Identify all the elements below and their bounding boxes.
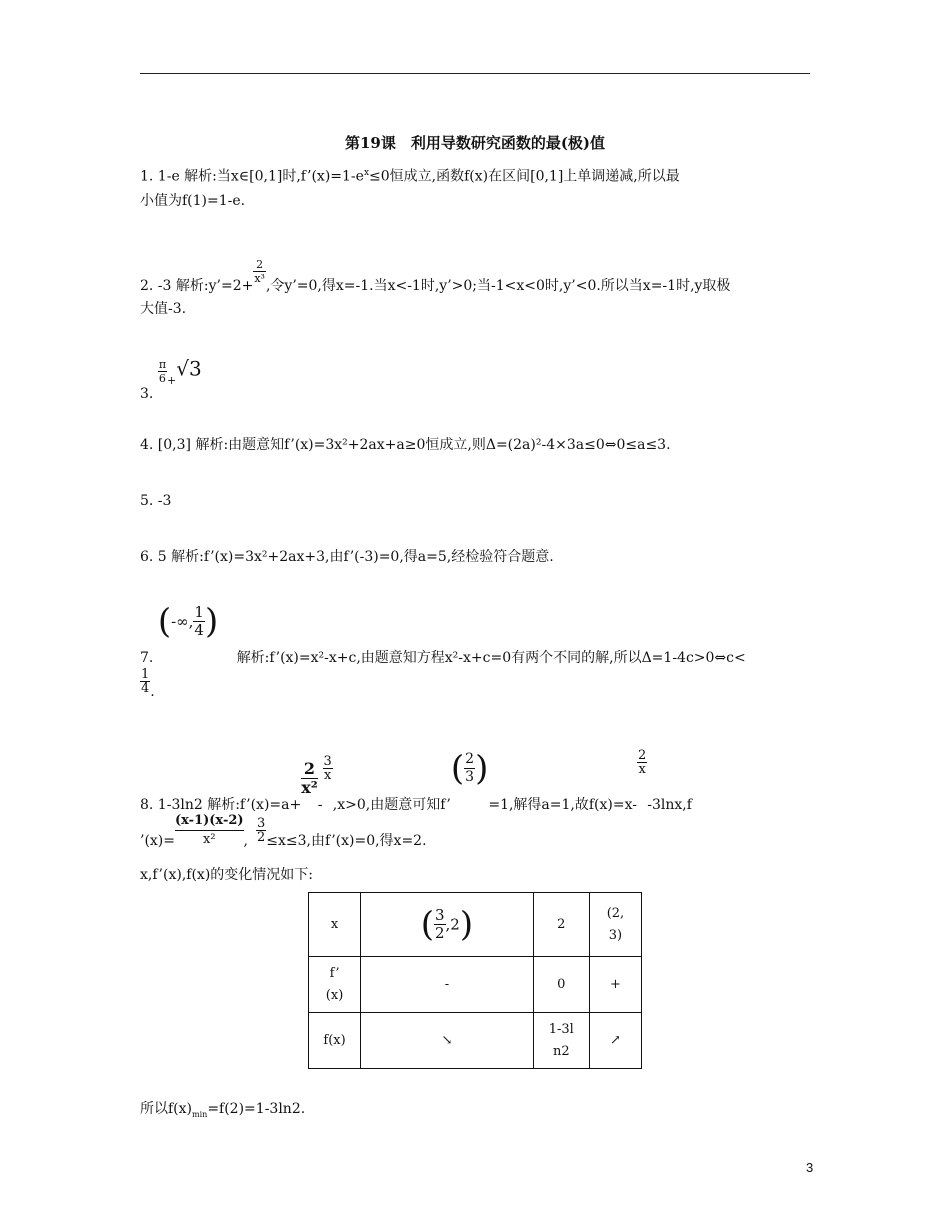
answer-4: 4. [0,3] 解析:由题意知f’(x)=3x²+2ax+a≥0恒成立,则Δ=(2a)²-4×3a≤0⇔0≤a≤3. — [140, 437, 671, 453]
interval: (-∞, $\frac{1}{4}$ ) — [157, 601, 219, 642]
table-cell: (2, 3) — [589, 893, 641, 957]
answer-2-cont: 大值-3. — [140, 301, 187, 317]
table-cell: x — [309, 893, 361, 957]
table-row — [309, 893, 642, 957]
fraction: $\frac{2}{x}$ — [637, 748, 647, 777]
fraction: $\frac{3}{x}$ — [323, 754, 332, 783]
table-cell: - — [361, 957, 534, 1013]
table-row — [309, 957, 642, 1013]
table-cell: 1-3l n2 — [533, 1013, 589, 1069]
table-row — [309, 1013, 642, 1069]
answer-8-line2: ’(x)= $\frac{(x-1)(x-2)}{\text{x²}}$ , $\frac{3}{2}$ ≤x≤3,由f’(x)=0,得x=2. — [140, 813, 427, 849]
header-rule — [140, 73, 810, 74]
fraction: $\frac{1}{4}$ — [141, 667, 150, 696]
conclusion: 所以$f(x)_{min}=f(2)=1-3\ln 2$. — [140, 1101, 306, 1119]
answer-1-cont: 小值为f(1)=1-e. — [140, 193, 246, 209]
fraction: $\frac{(x-1)(x-2)}{\text{x²}}$ — [175, 813, 244, 847]
answer-8-line3: x,f’(x),f(x)的变化情况如下: — [140, 867, 313, 883]
table-cell: ( $\frac{3}{2}$ ,2) — [361, 893, 534, 957]
table-cell: f(x) — [309, 1013, 361, 1069]
fraction: $\frac{2}{3}$ — [465, 751, 475, 785]
fraction: $\frac{\pi}{6}$ — [158, 358, 167, 385]
answer-6: 6. 5 解析:f’(x)=3x²+2ax+3,由f’(-3)=0,得a=5,经检验符合题意. — [140, 549, 554, 565]
table-cell: 0 — [533, 957, 589, 1013]
table-cell: 2 — [533, 893, 589, 957]
answer-3: 3. $\frac{\pi}{6}$ $_+$√3 — [140, 356, 202, 402]
answer-5: 5. -3 — [140, 493, 172, 509]
table-cell: f’ (x) — [309, 957, 361, 1013]
fraction: $\frac{2}{\text{x³}}$ — [254, 258, 265, 285]
answer-7: 7. (-∞, $\frac{1}{4}$ ) 解析:f’(x)=x²-x+c,由题意知方程x²-x+c=0有两个不同的解,所以Δ=1-4c>0⇔c< — [140, 601, 746, 666]
sqrt-expression: √3 — [176, 356, 202, 381]
fraction: $\frac{2}{\text{x²}}$ — [301, 759, 318, 797]
answer-8: 8. 1-3ln2 解析:f’(x)=a+ $\frac{2}{\text{x²}}$ - $\frac{3}{x}$ ,x>0,由题意可知f’( $\frac{2}{3}$ )=1,解得a=1,故f(x)=x- $\frac{2}{x}$ -3lnx,f — [140, 748, 692, 813]
page-title: 第19课 利用导数研究函数的最(极)值 — [344, 134, 606, 152]
answer-1: 1. 1-e 解析:当x∈[0,1]时$,f’(x)=1-e^x\le 0$恒成立,函数f(x)在区间[0,1]上单调递减,所以最 — [140, 168, 680, 185]
table-cell: ↘ — [361, 1013, 534, 1069]
variation-table — [308, 892, 642, 1069]
answer-7-cont: $\frac{1}{4}$ . — [141, 667, 155, 700]
table-cell: ↗ — [589, 1013, 641, 1069]
answer-2: 2. -3 解析:y’=2+ $\frac{2}{\text{x³}}$ ,令y’=0,得x=-1.当x<-1时,y’>0;当-1<x<0时,y’<0.所以当x=-1时,y取极 — [140, 258, 731, 294]
table-cell: + — [589, 957, 641, 1013]
fraction: $\frac{3}{2}$ — [256, 816, 266, 845]
page-number: 3 — [806, 1160, 814, 1175]
